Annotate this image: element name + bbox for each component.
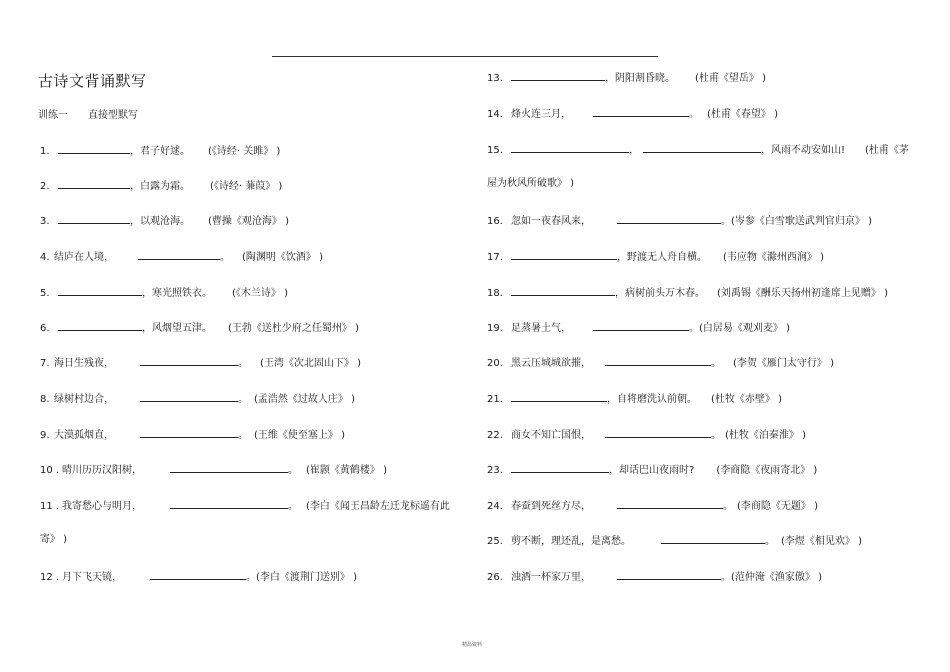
source: (《诗经· 蒹葭》 ): [210, 181, 283, 192]
section-label: 训练一: [38, 110, 68, 121]
answer-blank[interactable]: [617, 498, 723, 509]
answer-blank[interactable]: [511, 70, 605, 81]
source: (李白《闻王昌龄左迁龙标遥有此: [306, 501, 450, 512]
answer-blank[interactable]: [511, 285, 615, 296]
source: (崔颢《黄鹤楼》 ): [306, 465, 387, 476]
answer-blank[interactable]: [511, 462, 609, 473]
question-7: 7. 海日生残夜， 。 (王湾《次北固山下》 ): [40, 355, 361, 371]
answer-blank[interactable]: [150, 569, 246, 580]
answer-blank[interactable]: [58, 285, 142, 296]
question-26: 26. 浊酒一杯家万里， 。(范仲淹《渔家傲》 ): [487, 569, 822, 585]
answer-blank[interactable]: [170, 462, 288, 473]
answer-blank[interactable]: [58, 143, 130, 154]
answer-blank[interactable]: [605, 427, 711, 438]
question-24: 24. 春蚕到死丝方尽， 。 (李商隐《无题》 ): [487, 498, 818, 514]
source: (陶渊明《饮酒》 ): [242, 252, 323, 263]
footer-label: 精品资料: [462, 642, 483, 648]
source: (《木兰诗》 ): [232, 288, 288, 299]
section-subtitle: [38, 106, 138, 121]
question-14: 14. 烽火连三月， 。 (杜甫《春望》 ): [487, 106, 778, 122]
question-15-source-cont: 屋为秋风所破歌》 ): [487, 178, 575, 189]
source: (王维《使至塞上》 ): [254, 430, 345, 441]
question-2: 2. ，白露为霜。 (《诗经· 蒹葭》 ): [40, 178, 282, 194]
question-18: 18. ，病树前头万木春。 (刘禹锡《酬乐天扬州初逢席上见赠》 ): [487, 285, 888, 301]
question-10: 10 . 晴川历历汉阳树， 。 (崔颢《黄鹤楼》 ): [40, 462, 387, 478]
source: (孟浩然《过故人庄》 ): [254, 394, 355, 405]
question-25: 25. 剪不断，理还乱，是离愁。 。 (李煜《相见欢》 ): [487, 533, 862, 549]
question-9: 9. 大漠孤烟直， 。 (王维《使至塞上》 ): [40, 427, 345, 443]
question-8: 8. 绿树村边合， 。 (孟浩然《过故人庄》 ): [40, 391, 355, 407]
source: (李贺《雁门太守行》 ): [733, 358, 834, 369]
source: (杜牧《泊秦淮》 ): [725, 430, 806, 441]
answer-blank[interactable]: [140, 391, 238, 402]
source: (杜甫《茅: [865, 145, 909, 156]
header-rule: [272, 56, 658, 57]
question-11-source-cont: 寄》 ): [40, 534, 68, 545]
source: (王湾《次北固山下》 ): [260, 358, 361, 369]
answer-blank[interactable]: [58, 320, 142, 331]
section-type: 直接型默写: [88, 110, 138, 121]
question-17: 17. ，野渡无人舟自横。 (韦应物《滁州西涧》 ): [487, 249, 824, 265]
answer-blank[interactable]: [617, 569, 721, 580]
source: (杜甫《望岳》 ): [695, 73, 766, 84]
answer-blank[interactable]: [140, 355, 238, 366]
source: (范仲淹《渔家傲》 ): [731, 572, 822, 583]
answer-blank[interactable]: [511, 142, 629, 153]
question-5: 5. ，寒光照铁衣。 (《木兰诗》 ): [40, 285, 288, 301]
answer-blank[interactable]: [140, 427, 238, 438]
question-20: 20. 黑云压城城欲摧， 。 (李贺《雁门太守行》 ): [487, 355, 834, 371]
answer-blank[interactable]: [593, 320, 689, 331]
question-13: 13. ，阴阳割昏晓。 (杜甫《望岳》 ): [487, 70, 766, 86]
question-11: 11 . 我寄愁心与明月， 。 (李白《闻王昌龄左迁龙标遥有此: [40, 498, 450, 514]
answer-blank[interactable]: [511, 391, 607, 402]
question-23: 23. ，却话巴山夜雨时? (李商隐《夜雨寄北》 ): [487, 462, 817, 478]
answer-blank[interactable]: [138, 249, 220, 260]
source: (刘禹锡《酬乐天扬州初逢席上见赠》 ): [717, 288, 888, 299]
source: (李商隐《夜雨寄北》 ): [716, 465, 818, 476]
answer-blank[interactable]: [643, 142, 761, 153]
source: (李白《渡荆门送别》 ): [256, 572, 357, 583]
source: (曹操《观沧海》 ): [208, 216, 289, 227]
answer-blank[interactable]: [58, 213, 130, 224]
question-12: 12 . 月下飞天镜， 。(李白《渡荆门送别》 ): [40, 569, 357, 585]
question-19: 19. 足蒸暑土气， 。(白居易《观刈麦》 ): [487, 320, 790, 336]
answer-blank[interactable]: [605, 355, 711, 366]
source: (《诗经· 关雎》 ): [208, 146, 281, 157]
answer-blank[interactable]: [617, 213, 721, 224]
answer-blank[interactable]: [511, 249, 617, 260]
question-16: 16. 忽如一夜春风来， 。(岑参《白雪歌送武判官归京》 ): [487, 213, 872, 229]
source: (杜牧《赤壁》 ): [711, 394, 782, 405]
question-15: 15. ， ，风雨不动安如山! (杜甫《茅: [487, 142, 909, 158]
answer-blank[interactable]: [58, 178, 130, 189]
answer-blank[interactable]: [661, 533, 765, 544]
answer-blank[interactable]: [593, 106, 689, 117]
question-21: 21. ，自将磨洗认前朝。 (杜牧《赤壁》 ): [487, 391, 782, 407]
question-3: 3. ，以观沧海。 (曹操《观沧海》 ): [40, 213, 289, 229]
source: (王勃《送杜少府之任蜀州》 ): [228, 323, 359, 334]
source: (杜甫《春望》 ): [707, 109, 778, 120]
question-6: 6. ，风烟望五津。 (王勃《送杜少府之任蜀州》 ): [40, 320, 359, 336]
question-4: 4. 结庐在人境， 。 (陶渊明《饮酒》 ): [40, 249, 323, 265]
question-22: 22. 商女不知亡国恨， 。 (杜牧《泊秦淮》 ): [487, 427, 806, 443]
source: (李煜《相见欢》 ): [781, 536, 862, 547]
source: (岑参《白雪歌送武判官归京》 ): [731, 216, 872, 227]
question-1: 1. ，君子好逑。 (《诗经· 关雎》 ): [40, 143, 280, 159]
source: (韦应物《滁州西涧》 ): [723, 252, 824, 263]
answer-blank[interactable]: [170, 498, 288, 509]
source: (李商隐《无题》 ): [737, 501, 818, 512]
page-title: 古诗文背诵默写: [38, 72, 147, 90]
source: (白居易《观刈麦》 ): [699, 323, 790, 334]
